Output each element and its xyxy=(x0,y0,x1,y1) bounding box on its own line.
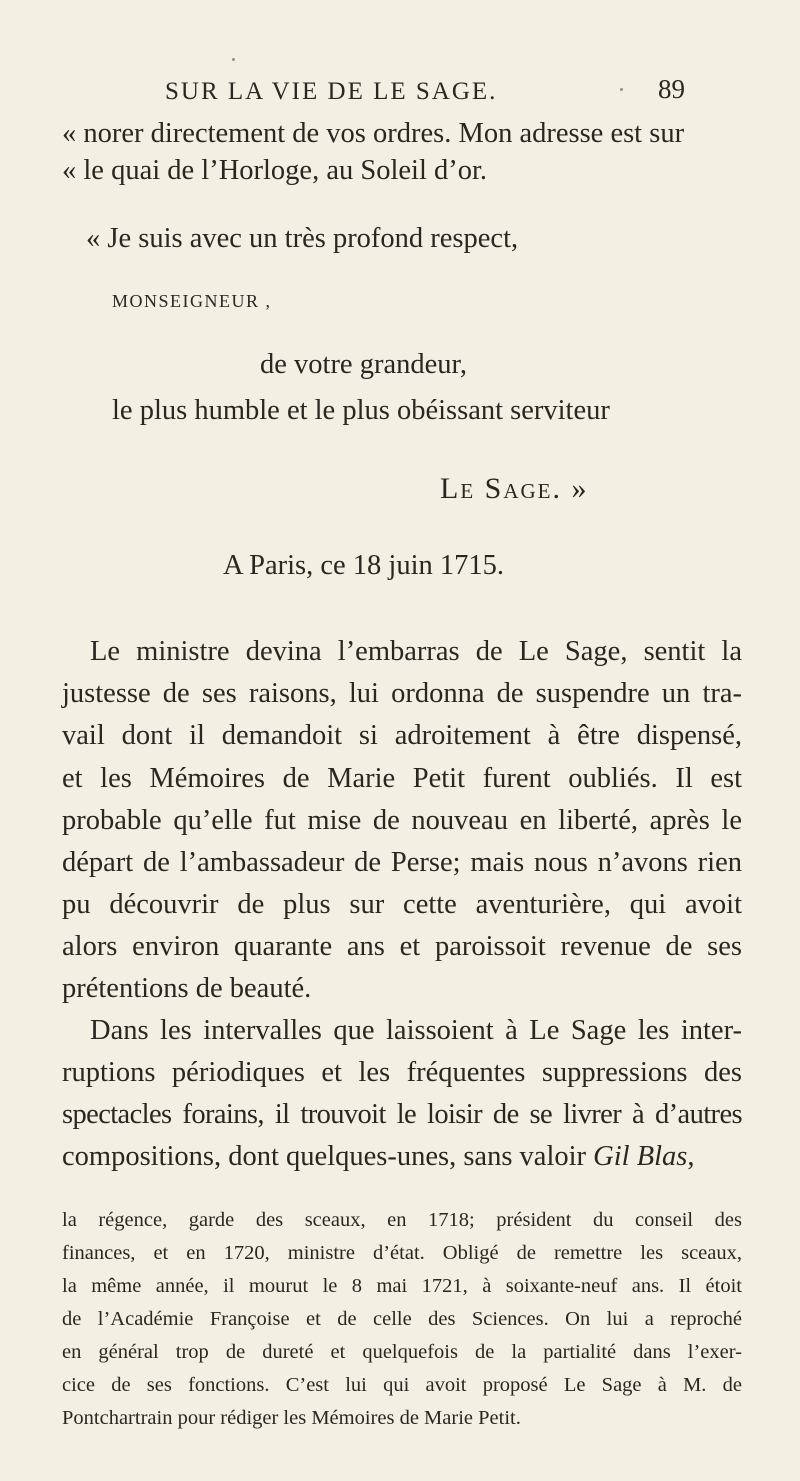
footnote-line: Pontchartrain pour rédiger les Mémoires de Marie Petit. xyxy=(62,1407,521,1429)
body-line: pu découvrir de plus sur cette aventurière, qui avoit xyxy=(62,889,742,920)
footnote-line: en général trop de dureté et quelquefois de la partialité dans l’exer- xyxy=(62,1341,742,1363)
paper-speck xyxy=(232,58,235,61)
body-line: prétentions de beauté. xyxy=(62,973,312,1004)
body-line: justesse de ses raisons, lui ordonna de suspendre un tra- xyxy=(62,678,742,709)
footnote-line: de l’Académie Françoise et de celle des Sciences. On lui a reproché xyxy=(62,1308,742,1330)
closing-line: de votre grandeur, xyxy=(260,349,467,380)
body-line: probable qu’elle fut mise de nouveau en liberté, après le xyxy=(62,805,742,836)
footnote-line: cice de ses fonctions. C’est lui qui avoit proposé Le Sage à M. de xyxy=(62,1374,742,1396)
body-line: et les Mémoires de Marie Petit furent oubliés. Il est xyxy=(62,763,742,794)
body-text: compositions, dont quelques-unes, sans valoir xyxy=(62,1141,587,1172)
body-line-final xyxy=(62,1141,742,1173)
signature: Le Sage. » xyxy=(440,472,589,505)
letter-line: « norer directement de vos ordres. Mon adresse est sur xyxy=(62,118,685,149)
closing-line: le plus humble et le plus obéissant serviteur xyxy=(112,395,610,426)
body-line: alors environ quarante ans et paroissoit revenue de ses xyxy=(62,931,742,962)
body-line: départ de l’ambassadeur de Perse; mais nous n’avons rien xyxy=(62,847,742,878)
paper-speck xyxy=(620,88,623,91)
body-punct: , xyxy=(687,1141,695,1172)
salutation: MONSEIGNEUR , xyxy=(112,291,272,311)
dateline: A Paris, ce 18 juin 1715. xyxy=(223,550,505,581)
footnote-line: la même année, il mourut le 8 mai 1721, à soixante-neuf ans. Il étoit xyxy=(62,1275,742,1297)
body-line: ruptions périodiques et les fréquentes suppressions des xyxy=(62,1057,742,1088)
letter-line: « Je suis avec un très profond respect, xyxy=(86,223,519,254)
body-line: Dans les intervalles que laissoient à Le Sage les inter- xyxy=(90,1015,742,1046)
footnote-line: finances, et en 1720, ministre d’état. Obligé de remettre les sceaux, xyxy=(62,1242,742,1264)
letter-line: « le quai de l’Horloge, au Soleil d’or. xyxy=(62,155,488,186)
running-header xyxy=(165,74,685,106)
footnote-line: la régence, garde des sceaux, en 1718; président du conseil des xyxy=(62,1209,742,1231)
book-title-italic: Gil Blas xyxy=(593,1141,688,1172)
page-number: 89 xyxy=(658,74,685,104)
body-line: spectacles forains, il trouvoit le loisir de se livrer à d’autres xyxy=(62,1099,742,1130)
body-line: vail dont il demandoit si adroitement à être dispensé, xyxy=(62,720,742,751)
running-title: SUR LA VIE DE LE SAGE. xyxy=(165,78,498,105)
body-line: Le ministre devina l’embarras de Le Sage, sentit la xyxy=(90,636,742,667)
